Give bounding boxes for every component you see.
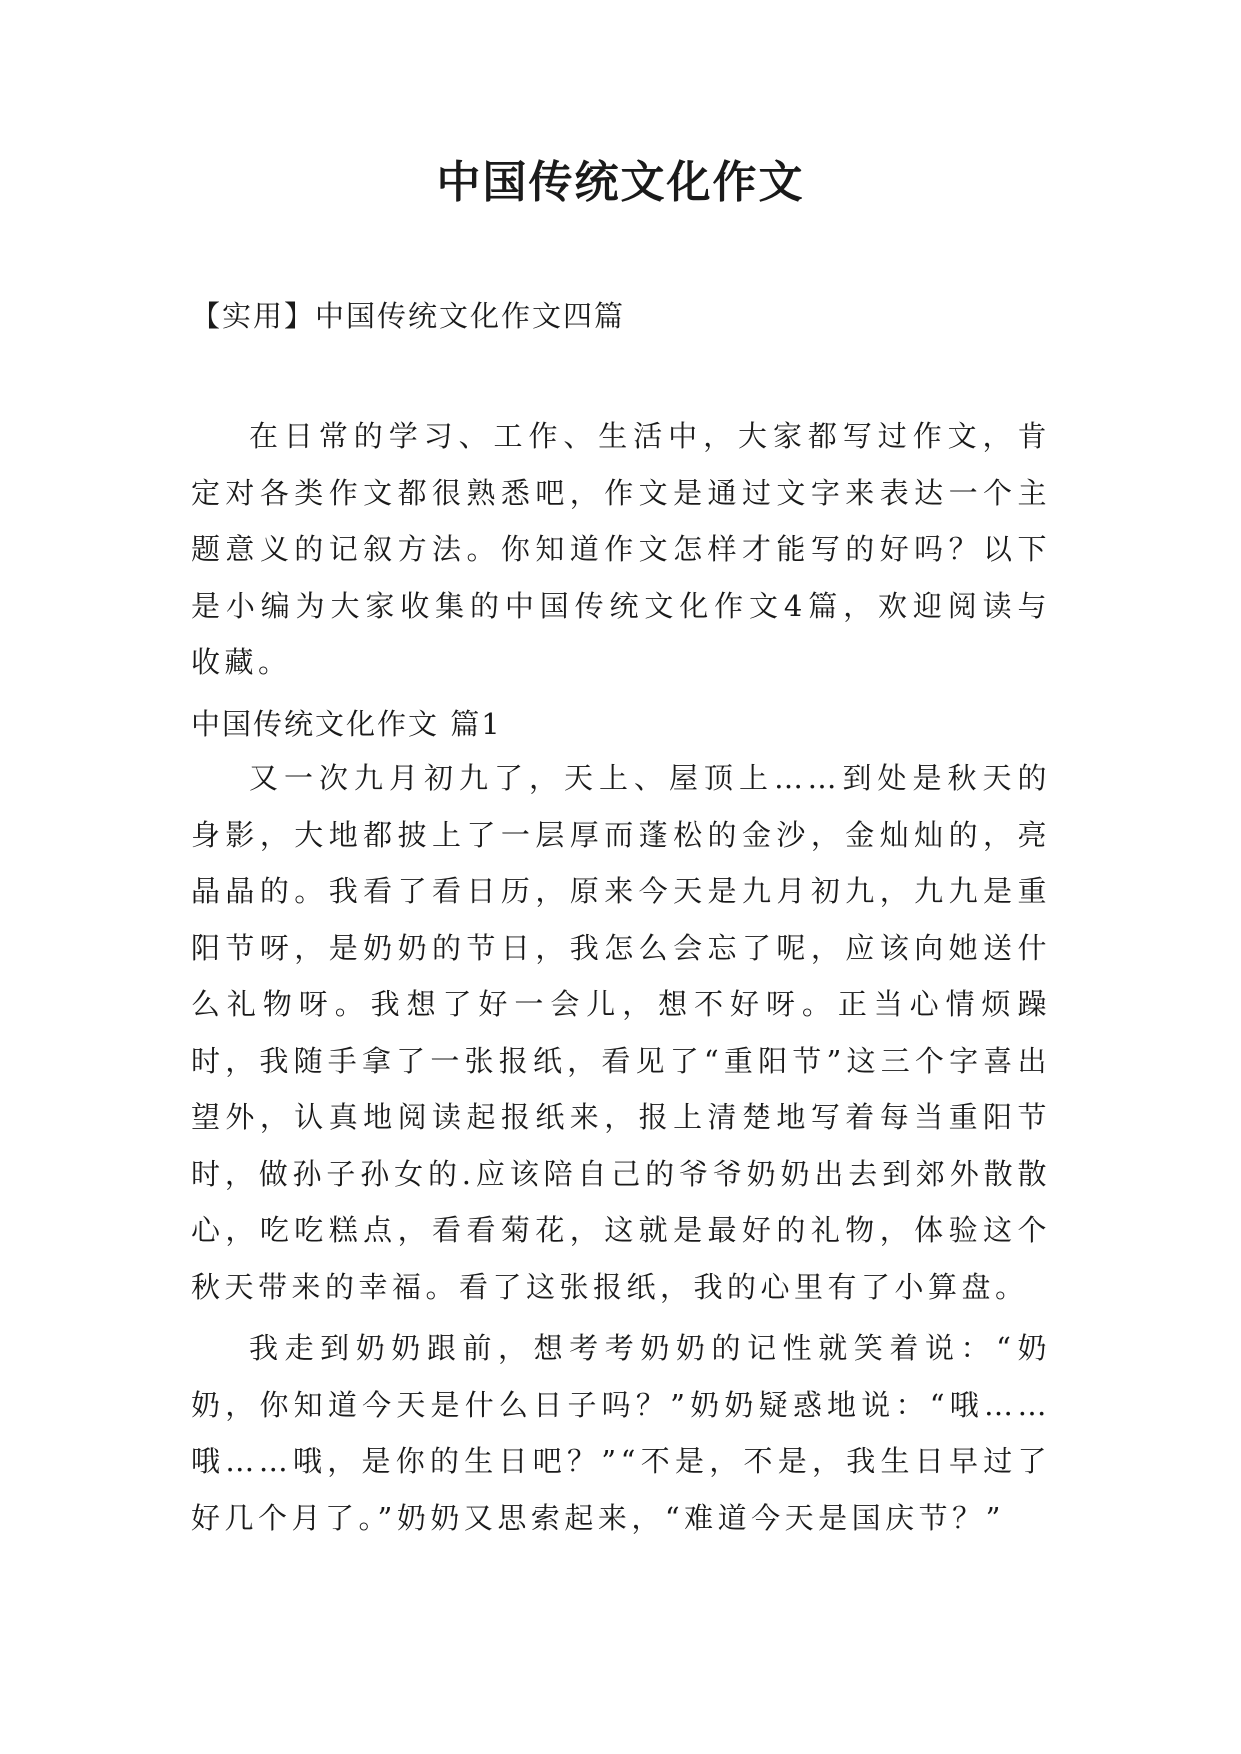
document-subtitle: 【实用】中国传统文化作文四篇 <box>191 299 626 333</box>
body-paragraph: 又一次九月初九了，天上、屋顶上……到处是秋天的身影，大地都披上了一层厚而蓬松的金沙，金灿灿的，亮晶晶的。我看了看日历，原来今天是九月初九，九九是重阳节呀，是奶奶的节日，我怎么会忘了呢，应该向她送什么礼物呀。我想了好一会儿，想不好呀。正当心情烦躁时，我随手拿了一张报纸，看见了“重阳节”这三个字喜出望外，认真地阅读起报纸来，报上清楚地写着每当重阳节时，做孙子孙女的.应该陪自己的爷爷奶奶出去到郊外散散心，吃吃糕点，看看菊花，这就是最好的礼物，体验这个秋天带来的幸福。看了这张报纸，我的心里有了小算盘。 <box>191 761 1051 1304</box>
intro-paragraph: 在日常的学习、工作、生活中，大家都写过作文，肯定对各类作文都很熟悉吧，作文是通过文字来表达一个主题意义的记叙方法。你知道作文怎样才能写的好吗？以下是小编为大家收集的中国传统文化作文4篇，欢迎阅读与收藏。 <box>191 419 1051 679</box>
document-title: 中国传统文化作文 <box>436 157 805 208</box>
section-heading: 中国传统文化作文 篇1 <box>191 707 502 741</box>
body-paragraph: 我走到奶奶跟前，想考考奶奶的记性就笑着说：“奶奶，你知道今天是什么日子吗？”奶奶疑惑地说：“哦……哦……哦，是你的生日吧？”“不是，不是，我生日早过了好几个月了。”奶奶又思索起来，“难道今天是国庆节？” <box>191 1331 1051 1535</box>
